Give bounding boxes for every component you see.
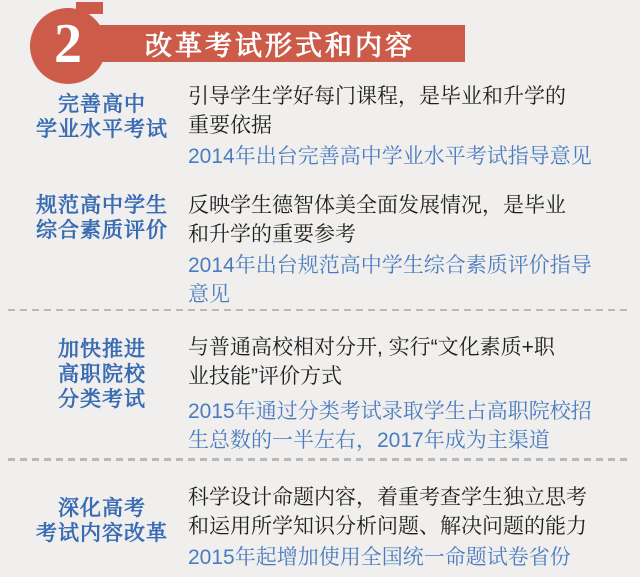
page-title: 改革考试形式和内容 bbox=[145, 31, 415, 61]
highlight-line: 2014年出台规范高中学生综合素质评价指导 bbox=[188, 254, 592, 277]
section-vocational-classified-exam bbox=[0, 311, 640, 461]
body-line: 引导学生学好每门课程，是毕业和升学的 bbox=[188, 85, 566, 108]
body-line: 和运用所学知识分析问题、解决问题的能力 bbox=[188, 515, 587, 538]
section-gaokao-content-reform bbox=[0, 461, 640, 577]
section-body bbox=[188, 191, 640, 309]
body-line: 业技能”评价方式 bbox=[188, 365, 342, 388]
highlight-line: 生总数的一半左右，2017年成为主渠道 bbox=[188, 429, 550, 452]
badge-number: 2 bbox=[54, 13, 82, 75]
highlight-line: 2015年通过分类考试录取学生占高职院校招 bbox=[188, 400, 592, 423]
dashed-divider bbox=[8, 458, 632, 461]
body-line: 反映学生德智体美全面发展情况，是毕业 bbox=[188, 194, 566, 217]
heading-line: 学业水平考试 bbox=[36, 118, 168, 141]
body-line: 科学设计命题内容，着重考查学生独立思考 bbox=[188, 486, 587, 509]
highlight-line: 2014年出台完善高中学业水平考试指导意见 bbox=[188, 145, 592, 168]
heading-line: 加快推进 bbox=[58, 338, 146, 361]
highlight-line: 2015年起增加使用全国统一命题试卷省份 bbox=[188, 546, 571, 569]
section-body bbox=[188, 82, 640, 171]
body-line: 重要依据 bbox=[188, 114, 272, 137]
section-body bbox=[188, 333, 640, 455]
heading-line: 深化高考 bbox=[58, 497, 146, 520]
section-heading bbox=[22, 337, 182, 412]
heading-line: 完善高中 bbox=[58, 93, 146, 116]
title-banner bbox=[95, 25, 465, 62]
dashed-divider bbox=[8, 309, 632, 311]
section-heading bbox=[22, 193, 182, 243]
header bbox=[0, 0, 640, 80]
number-badge bbox=[30, 8, 106, 84]
body-line: 和升学的重要参考 bbox=[188, 223, 356, 246]
section-body bbox=[188, 483, 640, 572]
heading-line: 考试内容改革 bbox=[36, 522, 168, 545]
section-heading bbox=[22, 92, 182, 142]
heading-line: 综合素质评价 bbox=[36, 219, 168, 242]
section-heading bbox=[22, 496, 182, 546]
heading-line: 分类考试 bbox=[58, 388, 146, 411]
section-academic-level-exam bbox=[0, 80, 640, 168]
heading-line: 规范高中学生 bbox=[36, 194, 168, 217]
heading-line: 高职院校 bbox=[58, 363, 146, 386]
body-line: 与普通高校相对分开, 实行“文化素质+职 bbox=[188, 336, 555, 359]
highlight-line: 意见 bbox=[188, 283, 230, 306]
section-comprehensive-quality bbox=[0, 168, 640, 311]
